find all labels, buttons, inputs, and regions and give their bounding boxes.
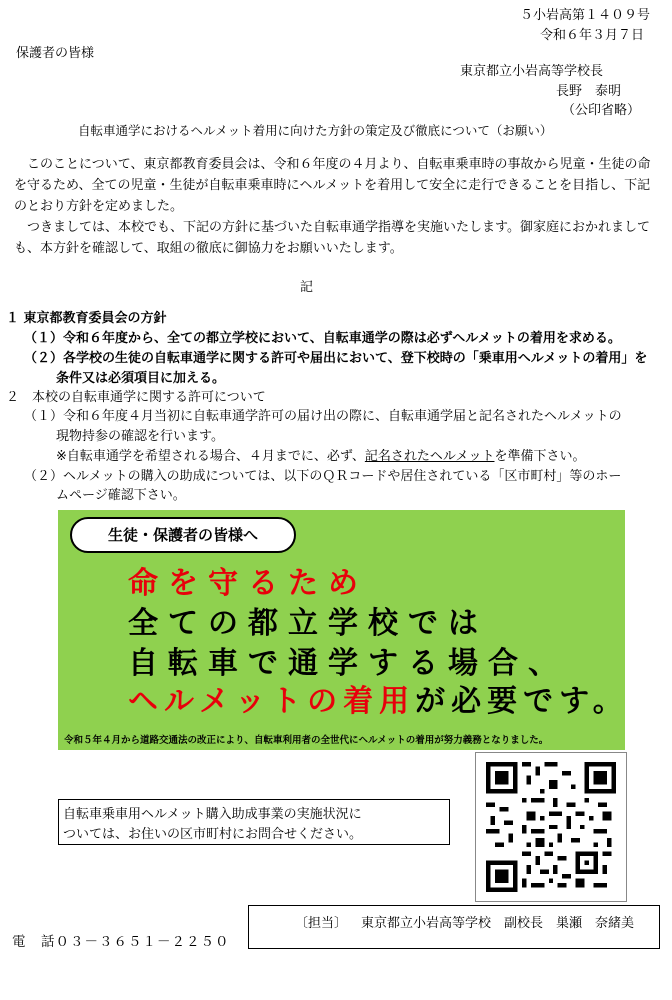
section2-note <box>56 447 586 467</box>
qr-code-icon <box>486 762 616 892</box>
section2-item1-line2: 現物持参の確認を行います。 <box>56 429 224 444</box>
note-prefix: ※自転車通学を希望される場合、４月までに、必ず、 <box>56 449 365 464</box>
poster-footnote: 令和５年４月から道路交通法の改正により、自転車利用者の全世代にヘルメットの着用が努力義務となりました。 <box>64 735 549 746</box>
poster-audience-pill: 生徒・保護者の皆様へ <box>70 517 296 553</box>
section2-item2-line2: ムページ確認下さい。 <box>56 488 186 503</box>
subsidy-line-2: ついては、お住いの区市町村にお問合せください。 <box>63 827 363 842</box>
poster-line-2: 全ての都立学校では <box>128 606 488 641</box>
section2-item2-line1: （２）ヘルメットの購入の助成については、以下のＱＲコードや居住されている「区市町村」等のホー <box>24 469 622 484</box>
section2-heading: ２ 本校の自転車通学に関する許可について <box>6 390 266 405</box>
doc-number: ５小岩高第１４０９号 <box>520 8 651 23</box>
sender-school: 東京都立小岩高等学校長 <box>460 64 604 79</box>
poster-line-4-black: が必要です。 <box>415 684 629 719</box>
section1-item1: （１）令和６年度から、全ての都立学校において、自転車通学の際は必ずヘルメットの着用を求める。 <box>24 331 621 346</box>
contact-phone: 電 話０３－３６５１－２２５０ <box>12 934 230 950</box>
addressee: 保護者の皆様 <box>16 46 95 61</box>
subsidy-inquiry-box <box>58 799 450 845</box>
note-suffix: を準備下さい。 <box>494 449 586 464</box>
document-title: 自転車通学におけるヘルメット着用に向けた方針の策定及び徹底について（お願い） <box>78 123 553 138</box>
section1-item2-line1: （２）各学校の生徒の自転車通学に関する許可や届出において、登下校時の「乗車用ヘルメットの着用」を <box>24 351 648 366</box>
ki-heading: 記 <box>300 280 314 295</box>
contact-person: 東京都立小岩高等学校 副校長 巣瀬 奈緒美 <box>361 916 635 931</box>
note-underlined: 記名されたヘルメット <box>364 449 495 464</box>
sender-name: 長野 泰明 <box>556 84 622 99</box>
section2-item1-line1: （１）令和６年度４月当初に自転車通学許可の届け出の際に、自転車通学届と記名されたヘルメットの <box>24 409 622 424</box>
qr-code[interactable] <box>475 752 627 902</box>
section1-item2-line2: 条件又は必須項目に加える。 <box>56 371 226 386</box>
section1-heading: １ 東京都教育委員会の方針 <box>6 311 167 326</box>
helmet-poster <box>58 510 629 750</box>
seal-note: （公印省略） <box>562 103 641 118</box>
poster-line-3: 自転車で通学する場合、 <box>128 646 568 681</box>
body-paragraph-1: このことについて、東京都教育委員会は、令和６年度の４月より、自転車乗車時の事故から児童・生徒の命を守るため、全ての児童・生徒が自転車乗車時にヘルメットを着用して安全に走行できることを目指し、下記のとおり方針を定めました。 <box>14 157 651 214</box>
poster-line-4 <box>128 682 629 722</box>
contact-box <box>248 905 660 949</box>
poster-line-4-red: ヘルメットの着用 <box>128 684 416 719</box>
contact-label: 〔担当〕 <box>295 916 348 931</box>
subsidy-line-1: 自転車乗車用ヘルメット購入助成事業の実施状況に <box>63 807 362 822</box>
poster-line-1: 命を守るため <box>128 566 368 601</box>
body-paragraph-2: つきましては、本校でも、下記の方針に基づいた自転車通学指導を実施いたします。御家庭におかれましても、本方針を確認して、取組の徹底に御協力をお願いいたします。 <box>14 220 650 256</box>
doc-date: 令和６年３月７日 <box>540 28 645 43</box>
